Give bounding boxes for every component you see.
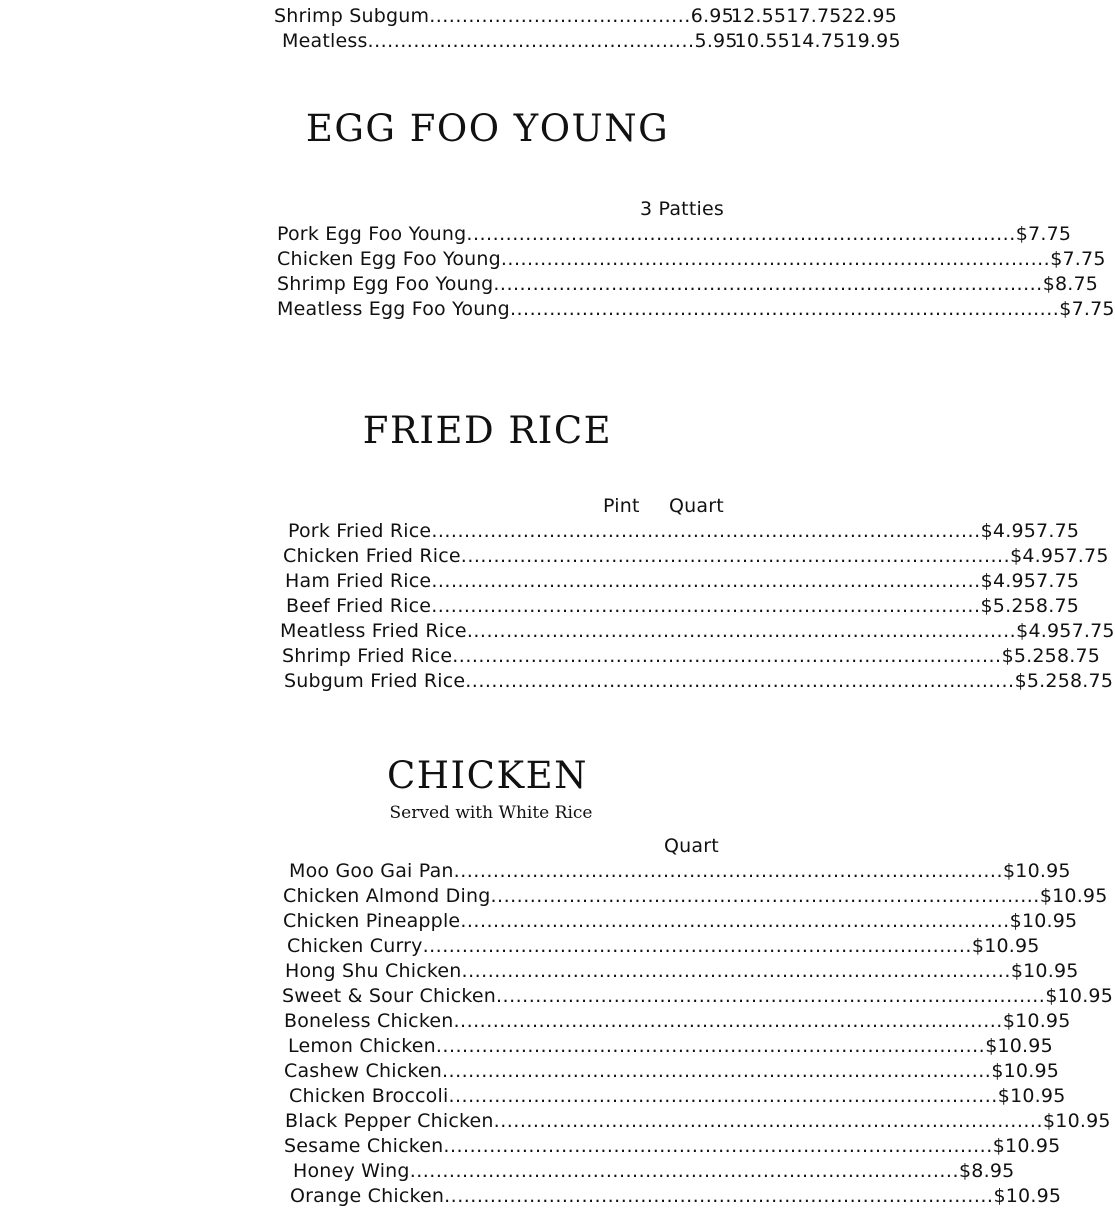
dot-leader: ....................................................................................	[500, 248, 1051, 270]
item-price-pint: $5.25	[1014, 670, 1070, 692]
menu-row	[284, 669, 1114, 694]
dot-leader: ....................................................................................	[431, 570, 981, 592]
section-title: EGG FOO YOUNG	[305, 107, 670, 150]
menu-row	[277, 297, 1115, 322]
item-price-pint: $4.95	[980, 520, 1037, 542]
column-header-quart: Quart	[669, 495, 724, 517]
dot-leader: ....................................................................................	[442, 1060, 992, 1082]
item-name: Cashew Chicken	[284, 1060, 443, 1082]
item-name: Chicken Egg Foo Young	[277, 248, 501, 270]
item-name: Honey Wing	[293, 1160, 410, 1182]
menu-row	[285, 1109, 1111, 1134]
dot-leader: ....................................................................................	[466, 620, 1017, 642]
section-title: FRIED RICE	[362, 409, 613, 452]
item-name: Chicken Almond Ding	[283, 885, 491, 907]
item-price-quart: 7.75	[1071, 620, 1115, 642]
item-name: Lemon Chicken	[288, 1035, 436, 1057]
item-price: 17.75	[786, 5, 842, 27]
item-price-quart: 8.75	[1070, 670, 1114, 692]
dot-leader: ....................................................................................	[453, 860, 1003, 882]
item-price: 14.75	[789, 30, 846, 52]
item-name: Beef Fried Rice	[286, 595, 432, 617]
menu-row	[280, 619, 1115, 644]
menu-row	[285, 569, 1080, 594]
item-price: 5.95	[694, 30, 738, 52]
dot-leader: ....................................................................................	[509, 298, 1060, 320]
item-name: Chicken Broccoli	[289, 1085, 449, 1107]
dot-leader: ....................................................................................	[444, 1185, 994, 1207]
dot-leader: ....................................................................................	[448, 1085, 998, 1107]
section-subtitle: Served with White Rice	[389, 803, 593, 823]
item-price: $10.95	[1009, 910, 1078, 932]
dot-leader: ....................................................................................	[435, 1035, 986, 1057]
item-price: 10.55	[734, 30, 790, 52]
column-header: Quart	[664, 835, 719, 857]
item-price: $10.95	[991, 1060, 1060, 1082]
dot-leader: ....................................................................................	[461, 960, 1011, 982]
dot-leader: ....................................................................................	[452, 645, 1002, 667]
item-price: $7.75	[1015, 223, 1072, 245]
section-title: CHICKEN	[386, 754, 589, 797]
menu-row	[283, 544, 1109, 569]
item-price: 6.95	[690, 5, 734, 27]
item-price: $10.95	[997, 1085, 1066, 1107]
menu-row	[284, 1059, 1060, 1084]
menu-row	[289, 1084, 1066, 1109]
item-name: Moo Goo Gai Pan	[289, 860, 454, 882]
dot-leader: ....................................................................................	[493, 273, 1043, 295]
item-price: $8.75	[1042, 273, 1099, 295]
dot-leader: ....................................................................................	[466, 223, 1016, 245]
menu-row	[277, 222, 1072, 247]
item-name: Shrimp Egg Foo Young	[277, 273, 494, 295]
column-header-pint: Pint	[603, 495, 640, 517]
item-price: $10.95	[1002, 1010, 1071, 1032]
item-name: Subgum Fried Rice	[284, 670, 466, 692]
item-price-quart: 7.75	[1036, 520, 1080, 542]
dot-leader: ....................................................................................	[422, 935, 972, 957]
menu-row	[284, 1134, 1061, 1159]
item-price: $10.95	[985, 1035, 1053, 1057]
item-name: Black Pepper Chicken	[285, 1110, 494, 1132]
menu-row	[283, 909, 1078, 934]
item-price: $10.95	[992, 1135, 1061, 1157]
item-price: 19.95	[845, 30, 901, 52]
item-price-pint: $5.25	[980, 595, 1036, 617]
item-price-quart: 7.75	[1036, 570, 1080, 592]
item-price-pint: $5.25	[1001, 645, 1057, 667]
item-name: Shrimp Fried Rice	[282, 645, 453, 667]
item-price: $10.95	[1045, 985, 1114, 1007]
item-price-pint: $4.95	[1010, 545, 1066, 567]
menu-row	[288, 519, 1080, 544]
dot-leader: ....................................................................................	[431, 595, 981, 617]
dot-leader: ........................................	[429, 5, 691, 27]
menu-row	[274, 4, 897, 29]
menu-row	[277, 272, 1099, 297]
menu-row	[293, 1159, 1015, 1184]
item-name: Sweet & Sour Chicken	[282, 985, 496, 1007]
item-price: 22.95	[841, 5, 897, 27]
item-name: Meatless Fried Rice	[280, 620, 467, 642]
menu-row	[282, 644, 1101, 669]
dot-leader: ....................................................................................	[496, 985, 1046, 1007]
item-name: Chicken Fried Rice	[283, 545, 461, 567]
item-price-quart: 8.75	[1056, 645, 1101, 667]
item-price-quart: 8.75	[1035, 595, 1080, 617]
menu-row	[283, 884, 1108, 909]
item-price: $10.95	[1010, 960, 1079, 982]
item-name: Ham Fried Rice	[285, 570, 432, 592]
item-name: Meatless Egg Foo Young	[277, 298, 510, 320]
dot-leader: ....................................................................................	[460, 910, 1010, 932]
dot-leader: ....................................................................................	[453, 1010, 1003, 1032]
item-price: $10.95	[993, 1185, 1062, 1207]
menu-row	[285, 959, 1079, 984]
item-price: $10.95	[1039, 885, 1108, 907]
item-price: $10.95	[1003, 860, 1071, 882]
item-name: Chicken Curry	[287, 935, 423, 957]
item-name: Meatless	[282, 30, 368, 52]
menu-row	[282, 29, 901, 54]
column-header: 3 Patties	[640, 198, 724, 220]
menu-row	[288, 1034, 1053, 1059]
dot-leader: ..................................................	[367, 30, 695, 52]
item-price: $10.95	[971, 935, 1040, 957]
menu-row	[290, 1184, 1062, 1209]
item-name: Orange Chicken	[290, 1185, 445, 1207]
menu-row	[277, 247, 1106, 272]
item-price: $10.95	[1043, 1110, 1111, 1132]
dot-leader: ....................................................................................	[465, 670, 1015, 692]
item-price-quart: 7.75	[1065, 545, 1109, 567]
dot-leader: ....................................................................................	[431, 520, 981, 542]
item-name: Pork Fried Rice	[288, 520, 432, 542]
item-name: Sesame Chicken	[284, 1135, 444, 1157]
item-price: $7.75	[1050, 248, 1106, 270]
menu-row	[286, 594, 1080, 619]
item-name: Boneless Chicken	[284, 1010, 454, 1032]
dot-leader: ....................................................................................	[493, 1110, 1043, 1132]
dot-leader: ....................................................................................	[460, 545, 1011, 567]
item-name: Chicken Pineapple	[283, 910, 461, 932]
item-price: $8.95	[959, 1160, 1015, 1182]
dot-leader: ....................................................................................	[443, 1135, 993, 1157]
menu-row	[289, 859, 1071, 884]
item-price-pint: $4.95	[980, 570, 1037, 592]
item-name: Shrimp Subgum	[274, 5, 430, 27]
menu-row	[287, 934, 1040, 959]
item-name: Hong Shu Chicken	[285, 960, 462, 982]
dot-leader: ....................................................................................	[490, 885, 1040, 907]
dot-leader: ....................................................................................	[409, 1160, 960, 1182]
item-price: $7.75	[1059, 298, 1115, 320]
item-name: Pork Egg Foo Young	[277, 223, 467, 245]
item-price-pint: $4.95	[1016, 620, 1072, 642]
menu-row	[282, 984, 1114, 1009]
item-price: 12.55	[730, 5, 787, 27]
menu-row	[284, 1009, 1071, 1034]
